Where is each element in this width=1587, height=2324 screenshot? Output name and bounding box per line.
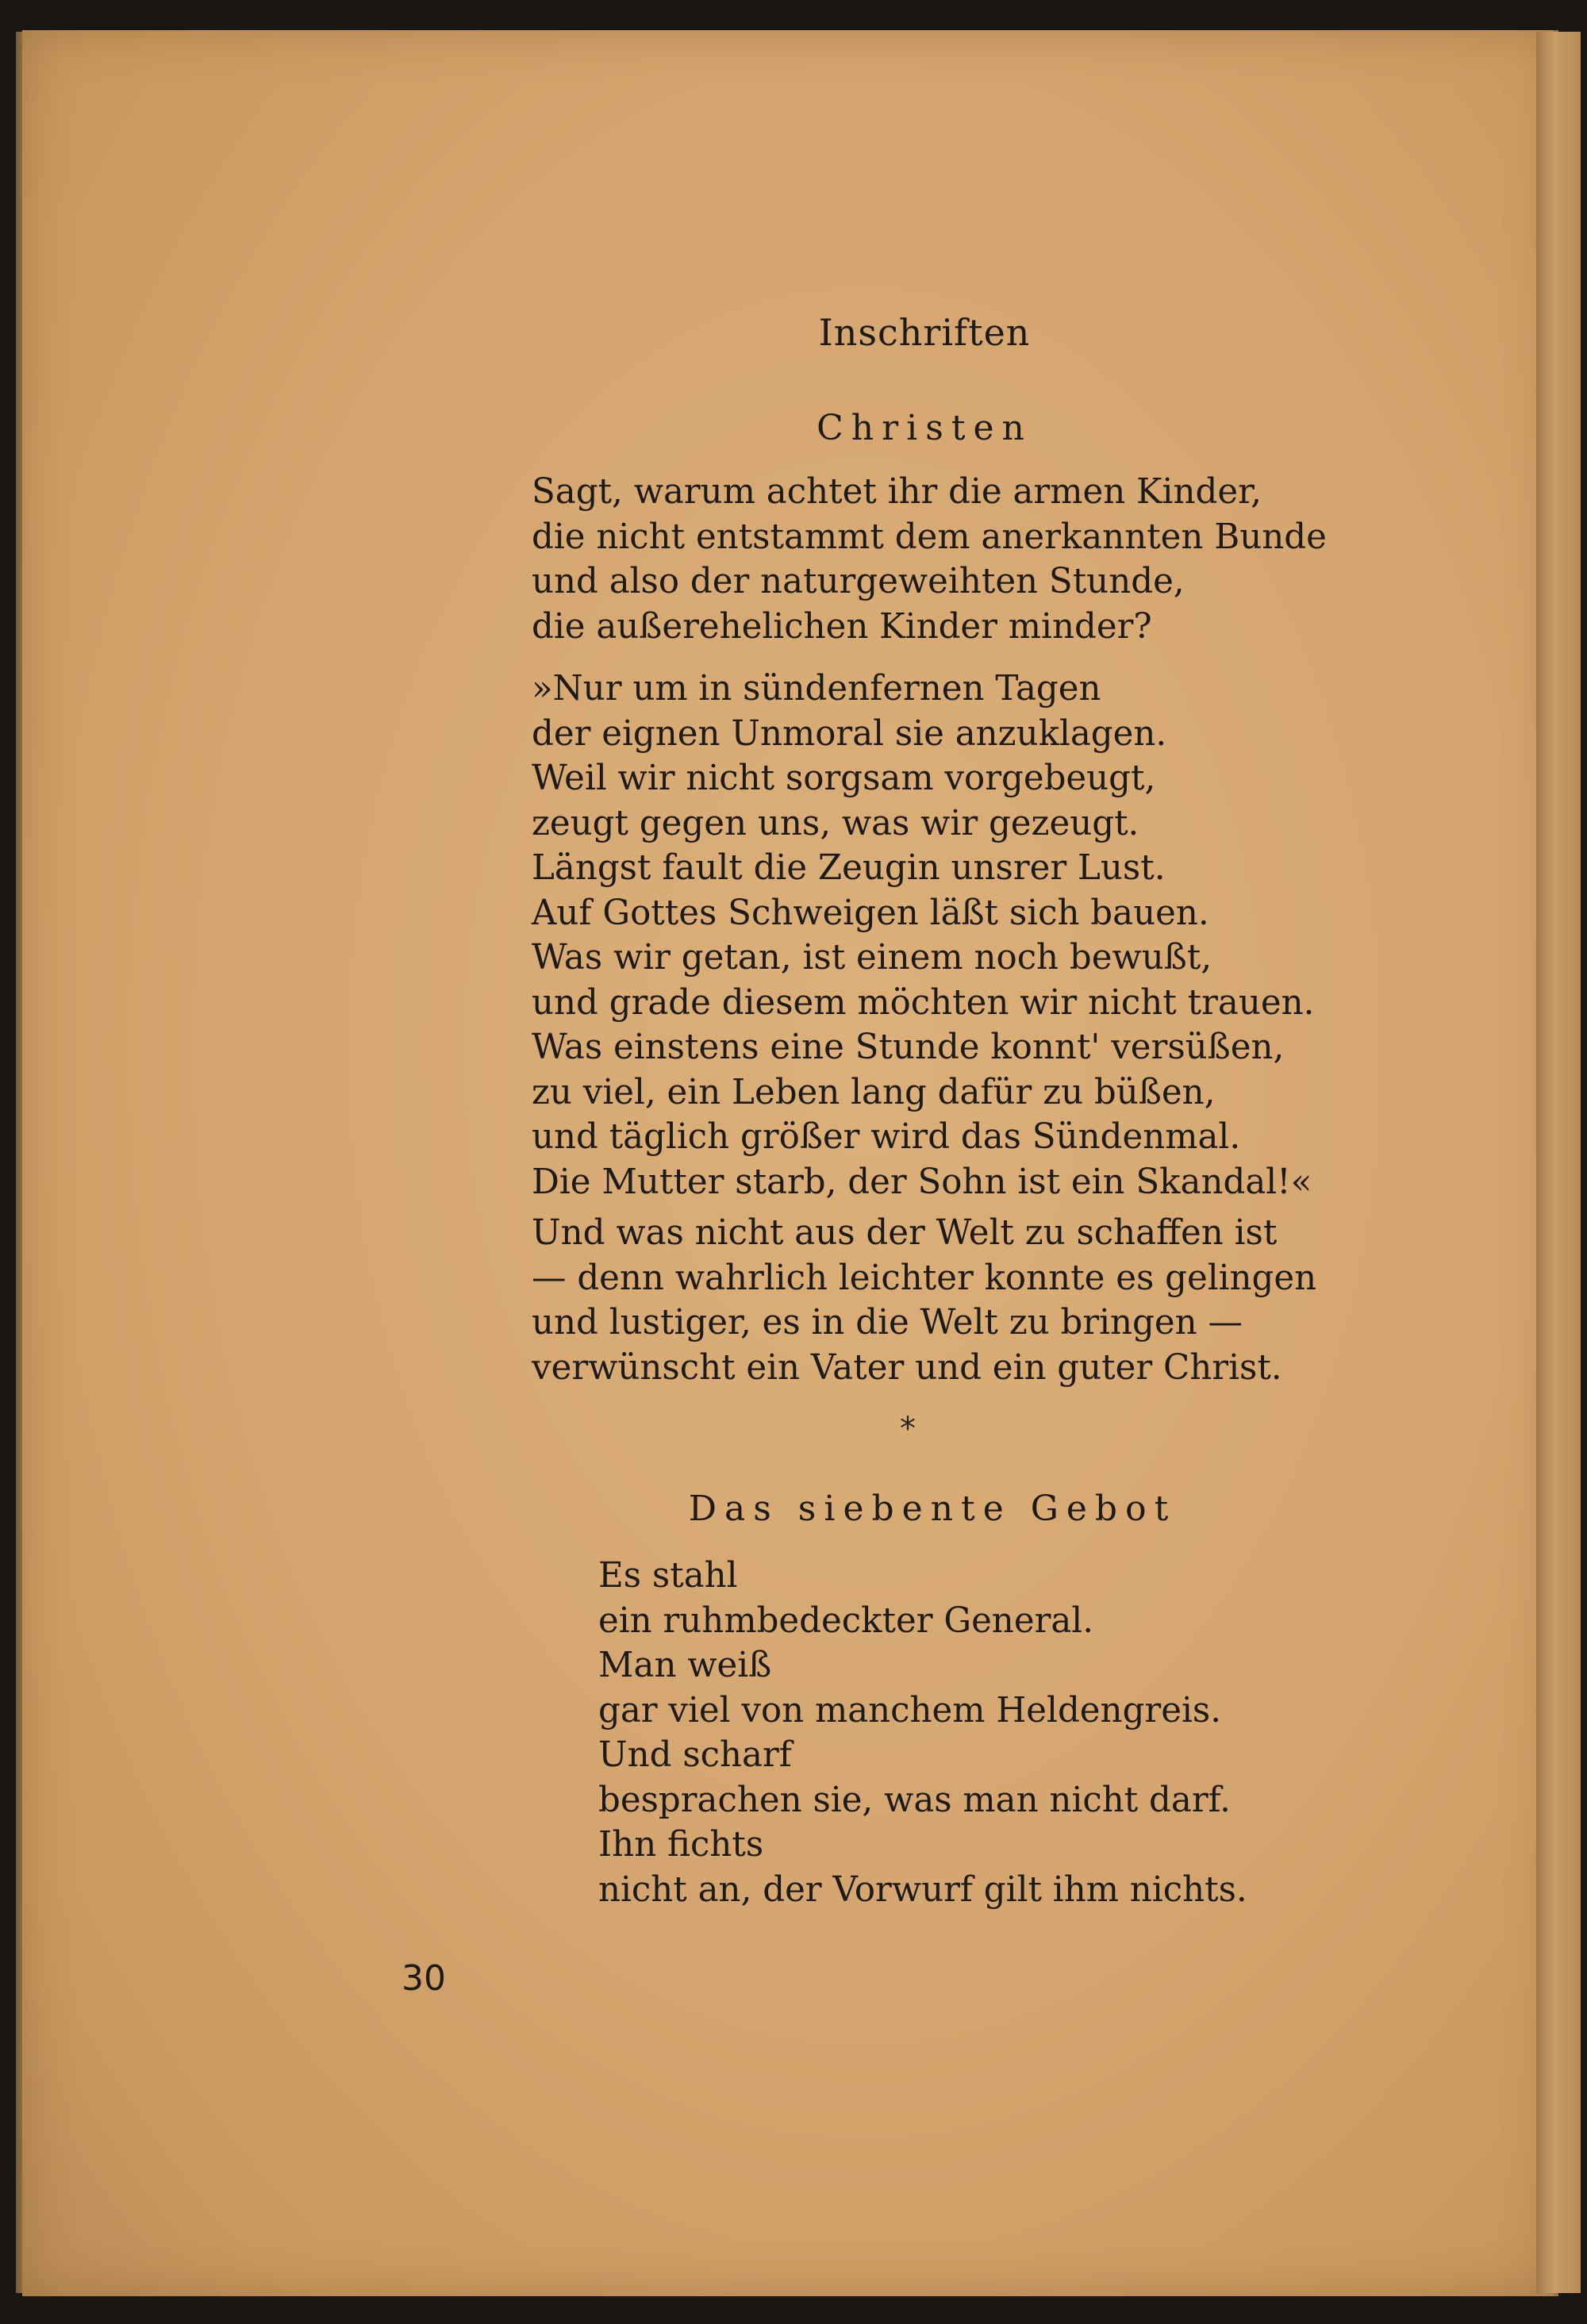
poem-line: Weil wir nicht sorgsam vorgebeugt, [532, 759, 1156, 798]
poem-line: Längst fault die Zeugin unsrer Lust. [532, 848, 1166, 888]
poem-line: Die Mutter starb, der Sohn ist ein Skandal!« [532, 1162, 1312, 1202]
poem-line: Auf Gottes Schweigen läßt sich bauen. [532, 893, 1209, 933]
gebot-stanza [598, 1554, 1247, 1912]
poem-line: nicht an, der Vorwurf gilt ihm nichts. [598, 1869, 1247, 1910]
next-page-edge [1536, 32, 1581, 2293]
poem-line: zeugt gegen uns, was wir gezeugt. [532, 803, 1139, 843]
poem-line: die nicht entstammt dem anerkannten Bunde [532, 517, 1327, 557]
poem-line: die außerehelichen Kinder minder? [532, 606, 1152, 647]
poem-line: verwünscht ein Vater und ein guter Christ. [532, 1347, 1282, 1388]
poem-line: Und scharf [598, 1735, 792, 1775]
poem-line: und täglich größer wird das Sündenmal. [532, 1117, 1241, 1157]
poem-line: — denn wahrlich leichter konnte es gelingen [532, 1258, 1317, 1298]
poem-line: und lustiger, es in die Welt zu bringen — [532, 1303, 1243, 1343]
poem-line: Es stahl [598, 1556, 738, 1596]
poem-line: der eignen Unmoral sie anzuklagen. [532, 713, 1167, 754]
poem-line: Sagt, warum achtet ihr die armen Kinder, [532, 472, 1262, 512]
section-title: Inschriften [818, 311, 1031, 354]
poem-line: ein ruhmbedeckter General. [598, 1600, 1094, 1641]
poem-line: zu viel, ein Leben lang dafür zu büßen, [532, 1072, 1216, 1112]
christen-stanza-2 [532, 666, 1314, 1204]
poem-line: Was einstens eine Stunde konnt' versüßen, [532, 1028, 1285, 1067]
poem-title-gebot: Das siebente Gebot [688, 1489, 1177, 1529]
page-number: 30 [402, 1958, 446, 1999]
poem-line: Ihn fichts [598, 1825, 764, 1865]
poem-line: besprachen sie, was man nicht darf. [598, 1780, 1231, 1820]
poem-line: gar viel von manchem Heldengreis. [598, 1690, 1222, 1731]
poem-line: und grade diesem möchten wir nicht trauen. [532, 982, 1315, 1023]
poem-line: Was wir getan, ist einem noch bewußt, [532, 938, 1212, 978]
poem-line: Man weiß [598, 1646, 772, 1685]
poem-line: und also der naturgeweihten Stunde, [532, 562, 1185, 601]
christen-stanza-3 [532, 1211, 1316, 1390]
poem-title-christen: Christen [817, 408, 1032, 448]
poem-line: »Nur um in sündenfernen Tagen [532, 669, 1101, 709]
poem-line: Und was nicht aus der Welt zu schaffen ist [532, 1213, 1278, 1253]
christen-stanza-1 [532, 470, 1327, 649]
asterisk-separator: * [900, 1411, 916, 1447]
